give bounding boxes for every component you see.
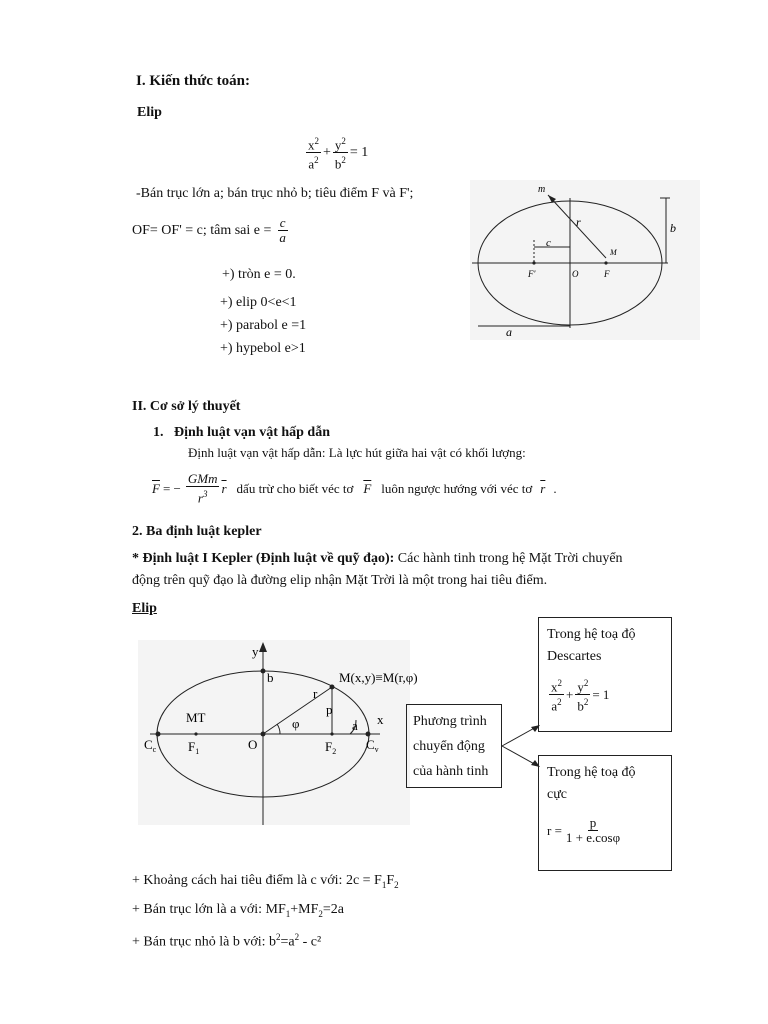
connector-arrows xyxy=(500,670,542,800)
section-heading-1: I. Kiến thức toán: xyxy=(136,73,251,89)
label-m-point: M(x,y)≡M(r,φ) xyxy=(339,670,418,685)
polar-box xyxy=(538,755,672,871)
label-cv: $C_v$ xyxy=(366,737,379,754)
elip-label: Elip xyxy=(137,105,162,120)
gravitation-formula: $\overline{F}$ = − $\frac{\text{GMm}}{r^3}$ $\overline{r}$ dấu trừ cho biết véc tơ $\overline{F}$ luôn ngược hướng với véc tơ $\overline{r}$ . xyxy=(152,471,557,506)
case-parabola: +) parabol e =1 xyxy=(220,318,307,333)
label-p: p xyxy=(326,702,333,717)
label-cc: $C_c$ xyxy=(144,737,157,754)
figure-1-focus-fprime xyxy=(532,261,535,264)
label-y: y xyxy=(252,644,259,659)
fact-minor-axis: + Bán trục nhỏ là b với: $b^2=a^2 - c^2$ xyxy=(132,932,322,950)
case-ellipse: +) elip 0<e<1 xyxy=(220,295,297,310)
orbit-figure xyxy=(130,630,420,830)
polar-box-line-2: cực xyxy=(547,787,568,802)
ellipse-figure-1 xyxy=(470,180,700,340)
figure-1-label-o: O xyxy=(572,269,579,279)
fact-major-axis: + Bán trục lớn là a với: $MF_1+MF_2=2a$ xyxy=(132,902,344,919)
label-mt: MT xyxy=(186,710,206,725)
elip-label-2: Elip xyxy=(132,601,157,616)
cartesian-equation: $\frac{x^2}{a^2}$ + $\frac{y^2}{b^2}$ = 1 xyxy=(551,678,610,714)
figure-1-label-c: c xyxy=(546,237,551,249)
label-o: O xyxy=(248,737,258,752)
point-m xyxy=(330,685,335,690)
kepler-heading: 2. Ba định luật kepler xyxy=(132,524,262,539)
point-origin xyxy=(261,732,266,737)
label-b: b xyxy=(267,670,274,685)
kepler-law-1-line-1: * Định luật I Kepler (Định luật về quỹ đạo): Các hành tinh trong hệ Mặt Trời chuyển xyxy=(132,551,623,566)
case-hyperbola: +) hypebol e>1 xyxy=(220,341,306,356)
cartesian-box xyxy=(538,617,672,732)
label-f1: $F_1$ xyxy=(188,739,200,756)
case-circle: +) tròn e = 0. xyxy=(222,267,296,282)
cartesian-box-line-1: Trong hệ toạ độ xyxy=(547,627,636,642)
figure-1-label-m: m xyxy=(538,184,546,195)
figure-1-label-fprime: F' xyxy=(528,269,536,279)
figure-1-focus-f xyxy=(604,261,607,264)
motion-equation-box xyxy=(406,704,502,788)
point-f2 xyxy=(330,732,333,735)
connector-bottom xyxy=(502,746,538,766)
figure-1-label-a: a xyxy=(506,325,512,339)
figure-1-label-r: r xyxy=(576,215,581,229)
polar-box-line-1: Trong hệ toạ độ xyxy=(547,765,636,780)
label-phi: φ xyxy=(292,716,300,731)
point-f1 xyxy=(194,732,197,735)
kepler-law-1-line-2: động trên quỹ đạo là đường elip nhận Mặt Trời là một trong hai tiêu điểm. xyxy=(132,573,548,588)
fact-focal-distance: + Khoảng cách hai tiêu điểm là c với: $2c = F_1F_2$ xyxy=(132,873,399,890)
connector-top-arrowhead xyxy=(531,725,540,732)
connector-bottom-arrowhead xyxy=(531,760,540,767)
label-r: r xyxy=(313,686,318,701)
figure-1-label-f: F xyxy=(604,269,610,279)
label-f2: $F_2$ xyxy=(325,739,337,756)
axes-description: -Bán trục lớn a; bán trục nhỏ b; tiêu điểm F và F'; xyxy=(136,186,414,201)
motion-box-line-2: chuyển động xyxy=(413,739,485,754)
motion-box-line-3: của hành tinh xyxy=(413,764,489,779)
polar-equation: r = $\frac{p}{1 + e.\cos\varphi}$ xyxy=(547,815,621,845)
label-x: x xyxy=(377,712,384,727)
gravitation-definition: Định luật vạn vật hấp dẫn: Là lực hút giữa hai vật có khối lượng: xyxy=(188,445,526,460)
connector-top xyxy=(502,726,538,746)
point-cv xyxy=(366,732,371,737)
figure-1-label-b: b xyxy=(670,221,676,235)
point-b xyxy=(261,669,266,674)
label-a: a xyxy=(352,718,358,733)
eccentricity-line: OF= OF' = c; tâm sai e = $\frac{c}{a}$ xyxy=(132,215,286,245)
cartesian-box-line-2: Descartes xyxy=(547,649,602,664)
ellipse-equation: $\frac{x^2}{a^2}$ + $\frac{y^2}{b^2}$ = 1 xyxy=(308,136,369,172)
figure-1-label-M: M xyxy=(610,248,617,257)
subsection-1-title: Định luật vạn vật hấp dẫn xyxy=(174,425,331,440)
section-heading-2: II. Cơ sở lý thuyết xyxy=(132,399,241,414)
motion-box-line-1: Phương trình xyxy=(413,714,487,729)
point-cc xyxy=(156,732,161,737)
subsection-1-number: 1. xyxy=(153,425,164,440)
